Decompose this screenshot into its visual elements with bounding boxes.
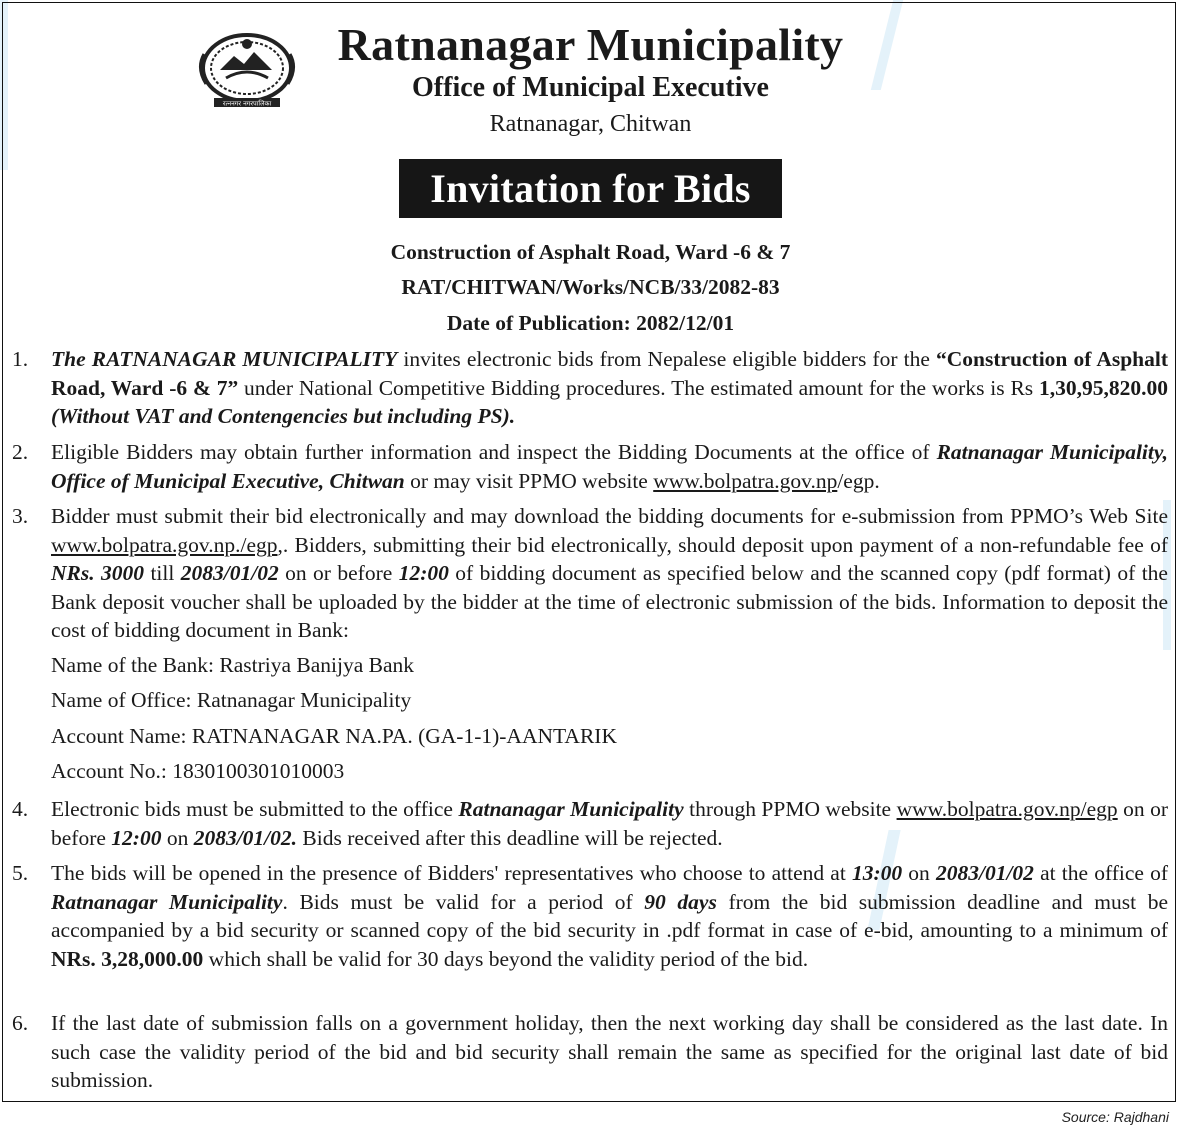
- body-text: from the bid submission deadline and must be accompanied by a bid security or scanned copy of the bid security in .pdf format in case of e-bid, amounting to a minimum of: [51, 889, 1168, 943]
- body-text: at the office of: [1033, 861, 1168, 885]
- emphasis-text: “Construction of Asphalt Road, Ward -6 & 7”: [51, 347, 1169, 400]
- emphasis-text: 12:00: [111, 825, 162, 850]
- emphasis-text: Ratnanagar Municipality: [51, 889, 283, 914]
- emphasis-text: 12:00: [398, 561, 449, 586]
- body-text: till: [144, 561, 181, 586]
- item-paragraph: [51, 438, 1168, 495]
- body-text: on: [161, 825, 194, 850]
- reference-number: RAT/CHITWAN/Works/NCB/33/2082-83: [401, 275, 780, 299]
- office-name: Office of Municipal Executive: [412, 72, 769, 103]
- body-text: invites electronic bids from Nepalese eligible bidders for the: [397, 347, 936, 371]
- item-number: 2.: [12, 440, 29, 464]
- body-text: Eligible Bidders may obtain further information and inspect the Bidding Documents at the office of: [51, 440, 937, 464]
- body-text: which shall be valid for 30 days beyond the validity period of the bid.: [203, 946, 809, 971]
- item-number: 6.: [12, 1011, 29, 1035]
- body-text: or may visit PPMO website: [404, 468, 654, 493]
- svg-text:रत्ननगर नगरपालिका: रत्ननगर नगरपालिका: [222, 99, 272, 108]
- body-text: on: [902, 861, 936, 885]
- emphasis-text: The RATNANAGAR MUNICIPALITY: [51, 347, 398, 371]
- item-number: 3.: [12, 504, 29, 528]
- body-text: . Bids must be valid for a period of: [282, 889, 645, 914]
- bank-office-line: Name of Office: Ratnanagar Municipality: [51, 688, 412, 712]
- emphasis-text: 2083/01/02.: [193, 825, 298, 850]
- body-text: on or before: [278, 561, 399, 586]
- emphasis-text: 13:00: [851, 861, 903, 885]
- body-text: of bidding document as specified below and the scanned copy (pdf format) of the Bank deposit voucher shall be uploaded by the bidder at the time of electronic submission of the bids. Information to deposit the cost of bidding document in Bank:: [51, 561, 1168, 643]
- website-link[interactable]: www.bolpatra.gov.np: [653, 468, 838, 493]
- bank-account-number-line: Account No.: 1830100301010003: [51, 759, 345, 783]
- website-link[interactable]: www.bolpatra.gov.np/egp: [896, 797, 1118, 821]
- notice-title: Invitation for Bids: [399, 159, 782, 218]
- item-paragraph: [51, 859, 1168, 973]
- emphasis-text: (Without VAT and Contengencies but including PS).: [51, 404, 516, 429]
- bank-name-line: Name of the Bank: Rastriya Banijya Bank: [51, 653, 415, 677]
- office-location: Ratnanagar, Chitwan: [489, 111, 692, 137]
- item-paragraph: [51, 795, 1168, 852]
- emphasis-text: NRs. 3,28,000.00: [51, 946, 204, 971]
- source-credit: Source: Rajdhani: [1061, 1109, 1169, 1125]
- body-text: Bidder must submit their bid electronically and may download the bidding documents for e-submission from PPMO’s Web Site: [51, 504, 1168, 528]
- website-link[interactable]: www.bolpatra.gov.np./egp: [51, 532, 278, 557]
- body-text: If the last date of submission falls on a government holiday, then the next working day shall be considered as the last date. In such case the validity period of the bid and bid security shall remain the same as specified for the original last date of bid submission.: [51, 1011, 1168, 1093]
- item-paragraph: [51, 345, 1168, 431]
- emphasis-text: NRs. 3000: [51, 561, 145, 586]
- body-text: ,. Bidders, submitting their bid electronically, should deposit upon payment of a non-refundable fee of: [277, 532, 1168, 557]
- body-text: through PPMO website: [683, 797, 897, 821]
- item-number: 5.: [12, 861, 29, 885]
- item-paragraph: [51, 1009, 1168, 1095]
- emphasis-text: Ratnanagar Municipality: [458, 797, 684, 821]
- emphasis-text: 2083/01/02: [180, 561, 279, 586]
- bank-account-name-line: Account Name: RATNANAGAR NA.PA. (GA-1-1)-AANTARIK: [51, 724, 617, 748]
- body-text: Bids received after this deadline will be rejected.: [297, 825, 723, 850]
- item-number: 4.: [12, 797, 29, 821]
- body-text: /egp.: [837, 468, 880, 493]
- body-text: Electronic bids must be submitted to the office: [51, 797, 459, 821]
- organization-name: Ratnanagar Municipality: [337, 19, 844, 70]
- emphasis-text: 90 days: [644, 889, 717, 914]
- body-text: under National Competitive Bidding procedures. The estimated amount for the works is Rs: [238, 375, 1039, 400]
- item-number: 1.: [12, 347, 29, 371]
- project-name: Construction of Asphalt Road, Ward -6 & 7: [390, 240, 791, 264]
- emphasis-text: 2083/01/02: [935, 861, 1034, 885]
- item-paragraph: [51, 502, 1168, 645]
- body-text: The bids will be opened in the presence of Bidders' representatives who choose to attend at: [51, 861, 852, 885]
- emphasis-text: 1,30,95,820.00: [1039, 375, 1168, 400]
- emphasis-text: Ratnanagar Municipality, Office of Municipal Executive, Chitwan: [51, 440, 1169, 493]
- body-text: on or before: [51, 797, 1168, 850]
- publication-date: Date of Publication: 2082/12/01: [446, 311, 735, 335]
